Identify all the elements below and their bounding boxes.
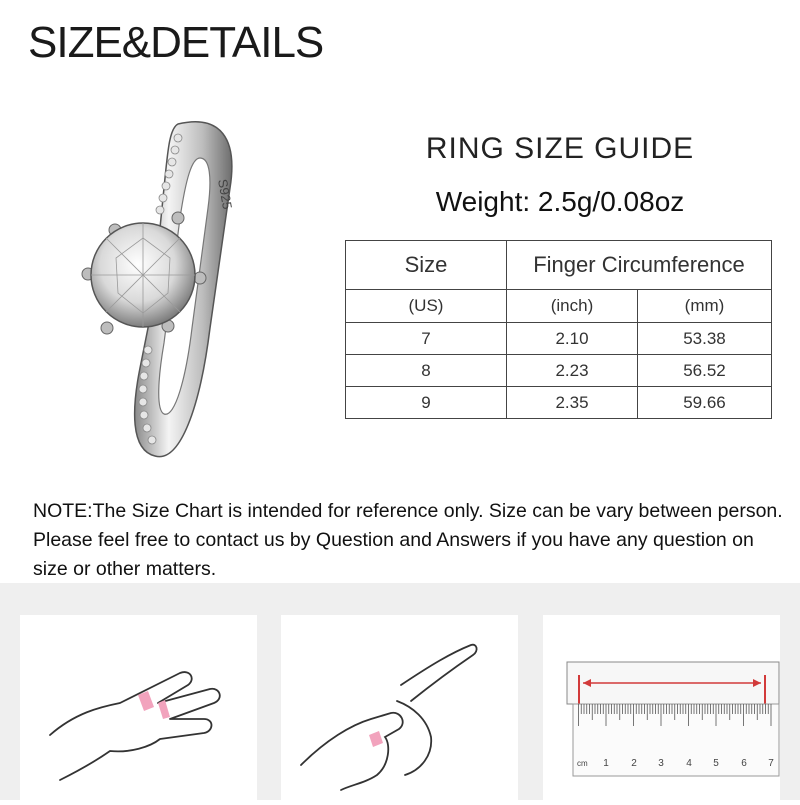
header-size: Size	[346, 241, 507, 290]
hand-icon	[20, 615, 257, 800]
table-row	[346, 387, 772, 419]
cell-inch: 2.35	[507, 387, 638, 419]
cell-size: 9	[346, 387, 507, 419]
note-line-1: NOTE:The Size Chart is intended for reference only. Size can be vary between person.	[33, 500, 783, 522]
ruler-tick-label: 3	[658, 758, 664, 769]
guide-title: RING SIZE GUIDE	[425, 132, 695, 165]
note-text	[33, 497, 783, 584]
step-1-panel	[20, 615, 257, 800]
ruler-tick-label: 6	[741, 758, 747, 769]
table-row	[346, 323, 772, 355]
ruler-icon	[543, 615, 780, 800]
note-line-3: size or other matters.	[33, 558, 217, 580]
header-circumference: Finger Circumference	[507, 241, 772, 290]
unit-us: (US)	[346, 290, 507, 323]
ruler-unit: cm	[577, 759, 588, 768]
cell-inch: 2.23	[507, 355, 638, 387]
cell-mm: 53.38	[638, 323, 772, 355]
size-table	[345, 240, 772, 419]
ring-engraving: S925	[215, 177, 236, 211]
ring-finger-mark	[369, 731, 383, 747]
step-2-panel	[281, 615, 518, 800]
ruler-tick-label: 1	[603, 758, 609, 769]
table-row	[346, 355, 772, 387]
cell-size: 8	[346, 355, 507, 387]
ruler-tick-label: 7	[768, 758, 774, 769]
unit-mm: (mm)	[638, 290, 772, 323]
step-3-panel	[543, 615, 780, 800]
cell-inch: 2.10	[507, 323, 638, 355]
page-title: SIZE&DETAILS	[28, 18, 324, 67]
unit-inch: (inch)	[507, 290, 638, 323]
weight-label: Weight: 2.5g/0.08oz	[435, 186, 685, 217]
ring-finger-mark	[138, 691, 154, 711]
ruler-tick-label: 4	[686, 758, 692, 769]
wrap-finger-icon	[281, 615, 518, 800]
cell-size: 7	[346, 323, 507, 355]
ring-image	[60, 118, 320, 478]
note-line-2: Please feel free to contact us by Question and Answers if you have any question on	[33, 529, 754, 551]
cell-mm: 56.52	[638, 355, 772, 387]
ruler-tick-label: 2	[631, 758, 637, 769]
ruler-tick-label: 5	[713, 758, 719, 769]
cell-mm: 59.66	[638, 387, 772, 419]
measure-steps	[0, 583, 800, 800]
ring-svg	[60, 118, 320, 478]
